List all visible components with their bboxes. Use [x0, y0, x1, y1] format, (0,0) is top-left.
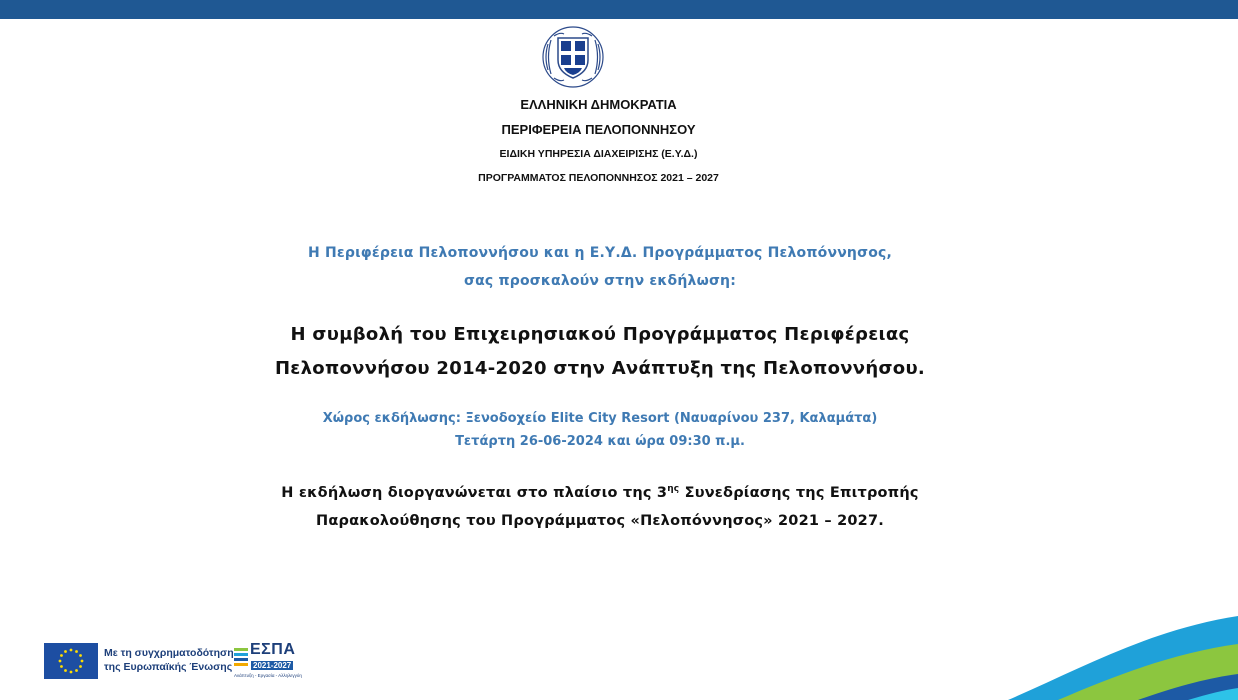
espa-years: 2021-2027 — [253, 661, 292, 670]
eu-star — [60, 654, 63, 657]
eu-star — [75, 650, 78, 653]
note-line-1-start: Η εκδήλωση διοργανώνεται στο πλαίσιο της 3 — [281, 485, 668, 501]
eu-star — [79, 665, 82, 668]
eu-cofunding-line-2: της Ευρωπαϊκής Ένωσης — [104, 661, 233, 673]
note-line-1 — [0, 484, 1200, 501]
event-title-line-1: Η συμβολή του Επιχειρησιακού Προγράμματος Περιφέρειας — [290, 324, 910, 345]
note-ordinal-suffix: ης — [667, 484, 680, 494]
espa-tagline: Ανάπτυξη - Εργασία - Αλληλεγγύη — [234, 673, 302, 678]
eu-star — [70, 649, 73, 652]
note-line-1-end: Συνεδρίασης της Επιτροπής — [679, 485, 919, 501]
eu-star — [79, 654, 82, 657]
eu-star — [59, 660, 62, 663]
header-line-2: ΠΕΡΙΦΕΡΕΙΑ ΠΕΛΟΠΟΝΝΗΣΟΥ — [501, 122, 696, 137]
eu-star — [64, 669, 67, 672]
venue-line: Χώρος εκδήλωσης: Ξενοδοχείο Elite City Resort (Ναυαρίνου 237, Καλαμάτα) — [322, 411, 878, 426]
date-time-line: Τετάρτη 26-06-2024 και ώρα 09:30 π.μ. — [455, 434, 745, 449]
invitation-line-2: σας προσκαλούν στην εκδήλωση: — [463, 273, 737, 289]
header-line-3: ΕΙΔΙΚΗ ΥΠΗΡΕΣΙΑ ΔΙΑΧΕΙΡΙΣΗΣ (Ε.Υ.Δ.) — [499, 148, 698, 160]
espa-name: ΕΣΠΑ — [250, 641, 296, 658]
eu-cofunding-text — [104, 646, 234, 674]
invitation-line-1: Η Περιφέρεια Πελοποννήσου και η Ε.Υ.Δ. Προγράμματος Πελοπόννησος, — [307, 245, 893, 261]
eu-star — [60, 665, 63, 668]
wave-decoration — [988, 610, 1238, 700]
header-line-1: ΕΛΛΗΝΙΚΗ ΔΗΜΟΚΡΑΤΙΑ — [520, 97, 677, 112]
note-line-2: Παρακολούθησης του Προγράμματος «Πελοπόννησος» 2021 – 2027. — [316, 513, 884, 529]
header-line-4: ΠΡΟΓΡΑΜΜΑΤΟΣ ΠΕΛΟΠΟΝΝΗΣΟΣ 2021 – 2027 — [478, 172, 719, 184]
eu-cofunding-line-1: Με τη συγχρηματοδότηση — [104, 647, 234, 659]
eu-star — [81, 660, 84, 663]
greek-coat-of-arms-icon — [540, 24, 606, 90]
top-bar — [0, 0, 1238, 19]
eu-star — [70, 671, 73, 674]
eu-flag-icon — [44, 643, 98, 679]
event-title-line-2: Πελοποννήσου 2014-2020 στην Ανάπτυξη της Πελοποννήσου. — [274, 358, 926, 379]
eu-star — [75, 669, 78, 672]
eu-star — [64, 650, 67, 653]
